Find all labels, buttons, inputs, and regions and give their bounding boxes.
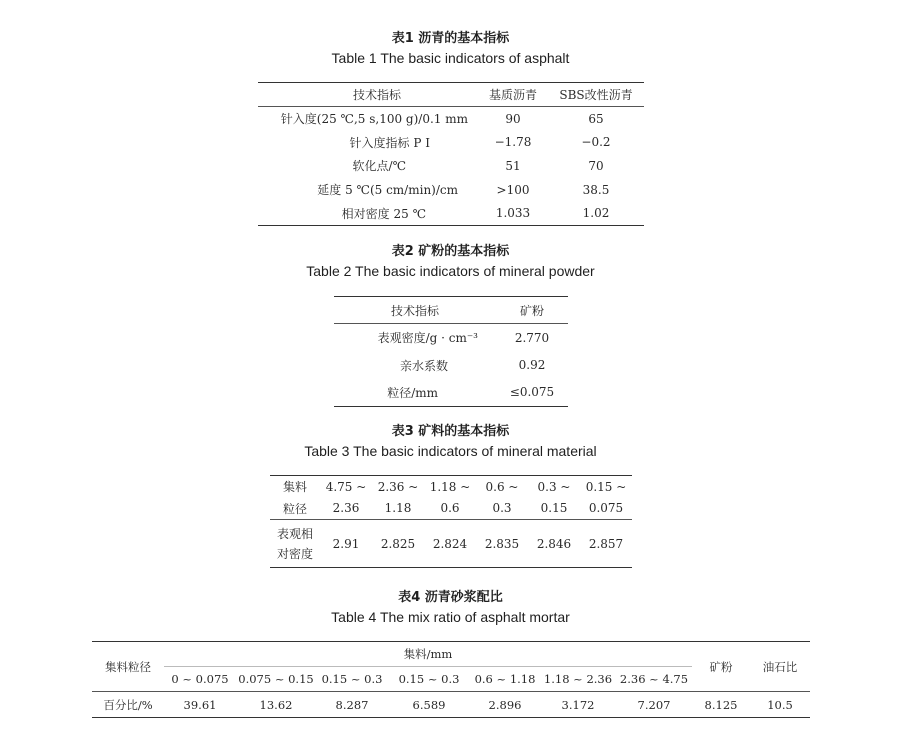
table4-sub-header: 0.15 ~ 0.3	[321, 672, 383, 686]
table3-row-label-line: 对密度	[276, 546, 313, 561]
table3-density: 2.91	[332, 536, 360, 551]
table3-density: 2.824	[432, 536, 468, 551]
table3-size-from: 0.6 ~	[485, 479, 519, 494]
table3-row-label: 集料	[282, 480, 307, 495]
table4-value: 6.589	[412, 697, 446, 712]
table3-size-to: 2.36	[332, 501, 360, 516]
table3-size-from: 0.15 ~	[585, 479, 627, 494]
table1-cell: 38.5	[582, 182, 610, 197]
table1-cell: 90	[505, 111, 521, 126]
table1-cell: 相对密度 25 ℃	[341, 206, 426, 221]
table3-title-en: Table 3 The basic indicators of mineral material	[304, 443, 597, 459]
table4-value: 8.287	[335, 697, 369, 712]
table1-cell: −1.78	[494, 135, 532, 149]
table1-cell: −0.2	[581, 135, 611, 149]
table2-cell: 粒径/mm	[387, 385, 438, 400]
table4-row-label-header: 集料粒径	[92, 642, 164, 692]
table3-density: 2.846	[536, 536, 572, 551]
table3-size-to: 0.3	[492, 501, 512, 516]
table1-cell: 1.02	[582, 206, 610, 221]
table3-density: 2.825	[380, 536, 416, 551]
table2-cell: 亲水系数	[399, 358, 448, 373]
table4-sub-header: 0.15 ~ 0.3	[398, 672, 460, 686]
table4-value: 2.896	[488, 697, 522, 712]
table2-cell: 表观密度/g · cm⁻³	[377, 331, 478, 346]
table3-size-to: 0.15	[540, 501, 568, 516]
table4-value: 7.207	[637, 697, 671, 712]
table4-value: 39.61	[183, 697, 217, 712]
table4-sub-header: 2.36 ~ 4.75	[619, 672, 689, 686]
table3-density: 2.835	[484, 536, 520, 551]
table4-title-cn: 表4 沥青砂浆配比	[398, 590, 503, 605]
table3-size-to: 1.18	[384, 501, 412, 516]
table3-row-label-line: 表观相	[276, 526, 313, 541]
table2-cell: 0.92	[518, 358, 546, 372]
table4-sub-header: 0.075 ~ 0.15	[238, 672, 314, 686]
table1	[258, 82, 644, 226]
table2-title-en: Table 2 The basic indicators of mineral powder	[306, 263, 595, 279]
table4	[92, 641, 810, 718]
table3-title-cn: 表3 矿料的基本指标	[391, 424, 510, 439]
table3-size-to: 0.6	[440, 501, 460, 516]
table2-cell: ≤0.075	[509, 385, 555, 400]
table2	[334, 296, 568, 407]
table2-header: 矿粉	[519, 303, 544, 318]
table1-title-en: Table 1 The basic indicators of asphalt	[331, 50, 570, 66]
table3-row-label	[270, 520, 320, 568]
table1-cell: 针入度(25 ℃,5 s,100 g)/0.1 mm	[280, 112, 468, 127]
table4-value: 13.62	[259, 697, 293, 712]
table3	[270, 475, 632, 568]
table4-value: 8.125	[704, 697, 738, 712]
table2-cell: 2.770	[514, 330, 550, 345]
table1-cell: >100	[496, 182, 530, 197]
table4-col-oil-stone: 油石比	[750, 642, 810, 692]
table3-density: 2.857	[588, 536, 624, 551]
table3-size-from: 4.75 ~	[325, 479, 367, 494]
table4-sub-header: 1.18 ~ 2.36	[543, 672, 613, 686]
table4-group-header: 集料/mm	[164, 642, 692, 667]
table4-title-en: Table 4 The mix ratio of asphalt mortar	[331, 609, 570, 625]
table3-size-to: 0.075	[588, 501, 624, 516]
table1-header: SBS改性沥青	[559, 88, 633, 102]
table4-col-mineral-powder: 矿粉	[692, 642, 750, 692]
table1-cell: 65	[588, 111, 604, 126]
table1-header: 基质沥青	[488, 88, 537, 102]
table4-value: 10.5	[767, 697, 793, 712]
table1-cell: 70	[588, 158, 604, 173]
table1-cell: 1.033	[495, 206, 531, 221]
table1-title-cn: 表1 沥青的基本指标	[391, 31, 510, 46]
table4-value: 3.172	[561, 697, 595, 712]
table1-cell: 51	[505, 158, 521, 173]
table3-row-label: 粒径	[282, 501, 307, 516]
table1-cell: 软化点/℃	[352, 159, 406, 173]
table4-sub-header: 0 ~ 0.075	[171, 672, 229, 686]
table4-row-label: 百分比/%	[103, 697, 153, 712]
table4-sub-header: 0.6 ~ 1.18	[474, 672, 536, 686]
table1-header: 技术指标	[352, 88, 401, 102]
table1-cell: 针入度指标 P I	[349, 135, 430, 150]
table3-size-from: 0.3 ~	[537, 479, 571, 494]
table3-size-from: 2.36 ~	[377, 479, 419, 494]
table2-title-cn: 表2 矿粉的基本指标	[391, 244, 510, 259]
table3-size-from: 1.18 ~	[429, 479, 471, 494]
table1-cell: 延度 5 ℃(5 cm/min)/cm	[317, 183, 458, 197]
table2-header: 技术指标	[390, 303, 439, 318]
